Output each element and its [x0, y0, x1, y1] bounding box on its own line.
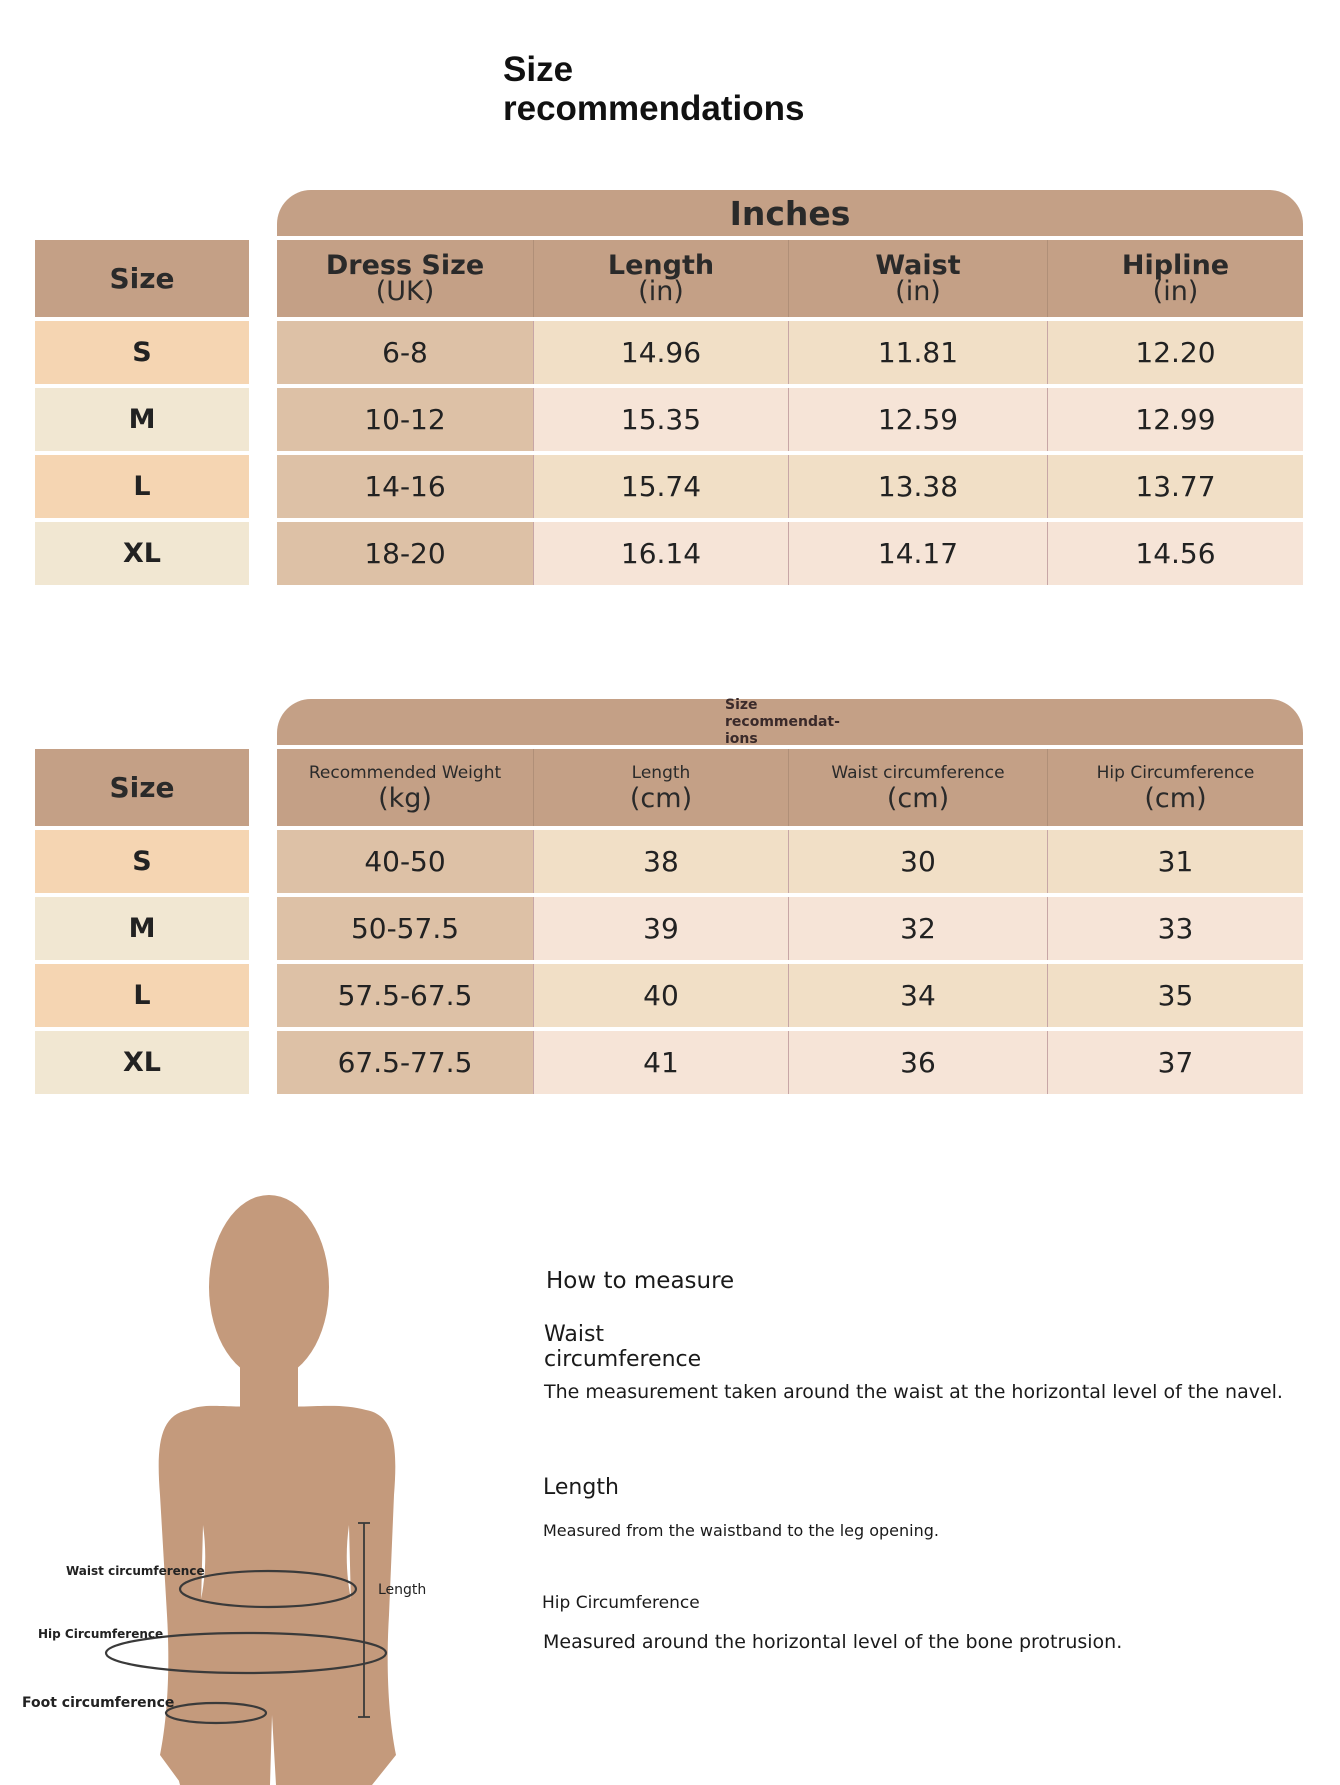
table-row: [277, 455, 1303, 518]
header-label: Waist: [875, 249, 961, 281]
table-cell: 13.38: [789, 455, 1048, 518]
cm-table-banner: [277, 696, 1303, 747]
inches-size-cell: L: [35, 455, 249, 518]
waist-description: The measurement taken around the waist at the horizontal level of the navel.: [544, 1381, 1283, 1403]
table-cell: 41: [534, 1031, 789, 1094]
table-row: [277, 321, 1303, 384]
inches-size-cell: M: [35, 388, 249, 451]
header-label: Length: [631, 762, 691, 783]
inches-table-header: [277, 240, 1303, 317]
header-unit: (kg): [378, 782, 432, 814]
header-unit: (cm): [886, 782, 950, 814]
header-length: [534, 749, 789, 826]
table-cell: 38: [534, 830, 789, 893]
waist-heading: [544, 1322, 701, 1372]
header-label: Dress Size: [325, 249, 485, 281]
table-row: [277, 388, 1303, 451]
cm-size-column: [35, 749, 249, 1094]
header-unit: (UK): [375, 275, 435, 307]
length-label: Length: [378, 1582, 427, 1598]
cm-size-cell: XL: [35, 1031, 249, 1094]
header-waist-circumference: [789, 749, 1048, 826]
table-cell: 50-57.5: [277, 897, 534, 960]
header-hip-circumference: [1048, 749, 1303, 826]
header-label: Hip Circumference: [1096, 762, 1255, 783]
cm-size-cell: M: [35, 897, 249, 960]
header-recommended-weight: [277, 749, 534, 826]
table-cell: 14-16: [277, 455, 534, 518]
cm-size-cell: S: [35, 830, 249, 893]
table-cell: 35: [1048, 964, 1303, 1027]
table-cell: 12.20: [1048, 321, 1303, 384]
header-unit: (in): [1152, 275, 1199, 307]
table-cell: 11.81: [789, 321, 1048, 384]
cm-size-cell: L: [35, 964, 249, 1027]
table-cell: 39: [534, 897, 789, 960]
body-measurement-figure: [0, 1195, 460, 1785]
table-cell: 13.77: [1048, 455, 1303, 518]
header-label: Waist circumference: [831, 762, 1005, 783]
header-label: Recommended Weight: [308, 762, 502, 783]
header-label: Length: [607, 249, 715, 281]
inches-banner-title: Inches: [729, 193, 851, 233]
table-cell: 30: [789, 830, 1048, 893]
table-row: [277, 1031, 1303, 1094]
cm-table-header: [277, 749, 1303, 826]
table-cell: 6-8: [277, 321, 534, 384]
table-cell: 32: [789, 897, 1048, 960]
table-cell: 15.74: [534, 455, 789, 518]
table-cell: 16.14: [534, 522, 789, 585]
page-title-line2: recommendations: [503, 89, 805, 128]
waist-circumference-label: Waist circumference: [66, 1564, 205, 1578]
table-cell: 34: [789, 964, 1048, 1027]
table-cell: 18-20: [277, 522, 534, 585]
table-row: [277, 830, 1303, 893]
inches-size-cell: XL: [35, 522, 249, 585]
hip-heading: Hip Circumference: [542, 1593, 700, 1613]
table-cell: 14.56: [1048, 522, 1303, 585]
cm-size-header: Size: [35, 749, 249, 826]
table-row: [277, 964, 1303, 1027]
table-cell: 33: [1048, 897, 1303, 960]
inches-size-header: Size: [35, 240, 249, 317]
header-label: Hipline: [1121, 249, 1230, 281]
header-unit: (cm): [1144, 782, 1207, 814]
table-cell: 14.96: [534, 321, 789, 384]
table-cell: 10-12: [277, 388, 534, 451]
table-row: [277, 522, 1303, 585]
waist-heading-line1: Waist: [544, 1322, 605, 1347]
cm-table: [277, 696, 1303, 1094]
table-cell: 40-50: [277, 830, 534, 893]
table-cell: 37: [1048, 1031, 1303, 1094]
waist-heading-line2: circumference: [544, 1347, 702, 1372]
table-cell: 12.99: [1048, 388, 1303, 451]
table-cell: 57.5-67.5: [277, 964, 534, 1027]
header-unit: (cm): [629, 782, 693, 814]
table-cell: 12.59: [789, 388, 1048, 451]
hip-circumference-label: Hip Circumference: [38, 1627, 164, 1641]
foot-circumference-label: Foot circumference: [22, 1695, 175, 1711]
table-row: [277, 897, 1303, 960]
table-cell: 14.17: [789, 522, 1048, 585]
how-to-measure-title: How to measure: [546, 1268, 735, 1294]
header-dress-size: [277, 240, 534, 317]
inches-table: [277, 190, 1303, 585]
header-unit: (in): [638, 275, 684, 307]
header-waist: [789, 240, 1048, 317]
cm-banner-title: Size recommendat- ions: [725, 696, 840, 747]
page-title-line1: Size: [503, 50, 574, 89]
inches-table-banner: [277, 190, 1303, 236]
table-cell: 15.35: [534, 388, 789, 451]
inches-size-column: [35, 240, 249, 585]
hip-description: Measured around the horizontal level of the bone protrusion.: [543, 1631, 1123, 1653]
length-description: Measured from the waistband to the leg opening.: [543, 1521, 939, 1540]
table-cell: 40: [534, 964, 789, 1027]
length-heading: Length: [543, 1475, 619, 1500]
header-hipline: [1048, 240, 1303, 317]
inches-size-cell: S: [35, 321, 249, 384]
table-cell: 67.5-77.5: [277, 1031, 534, 1094]
header-length: [534, 240, 789, 317]
table-cell: 36: [789, 1031, 1048, 1094]
header-unit: (in): [895, 275, 941, 307]
table-cell: 31: [1048, 830, 1303, 893]
page-title: [503, 50, 843, 128]
